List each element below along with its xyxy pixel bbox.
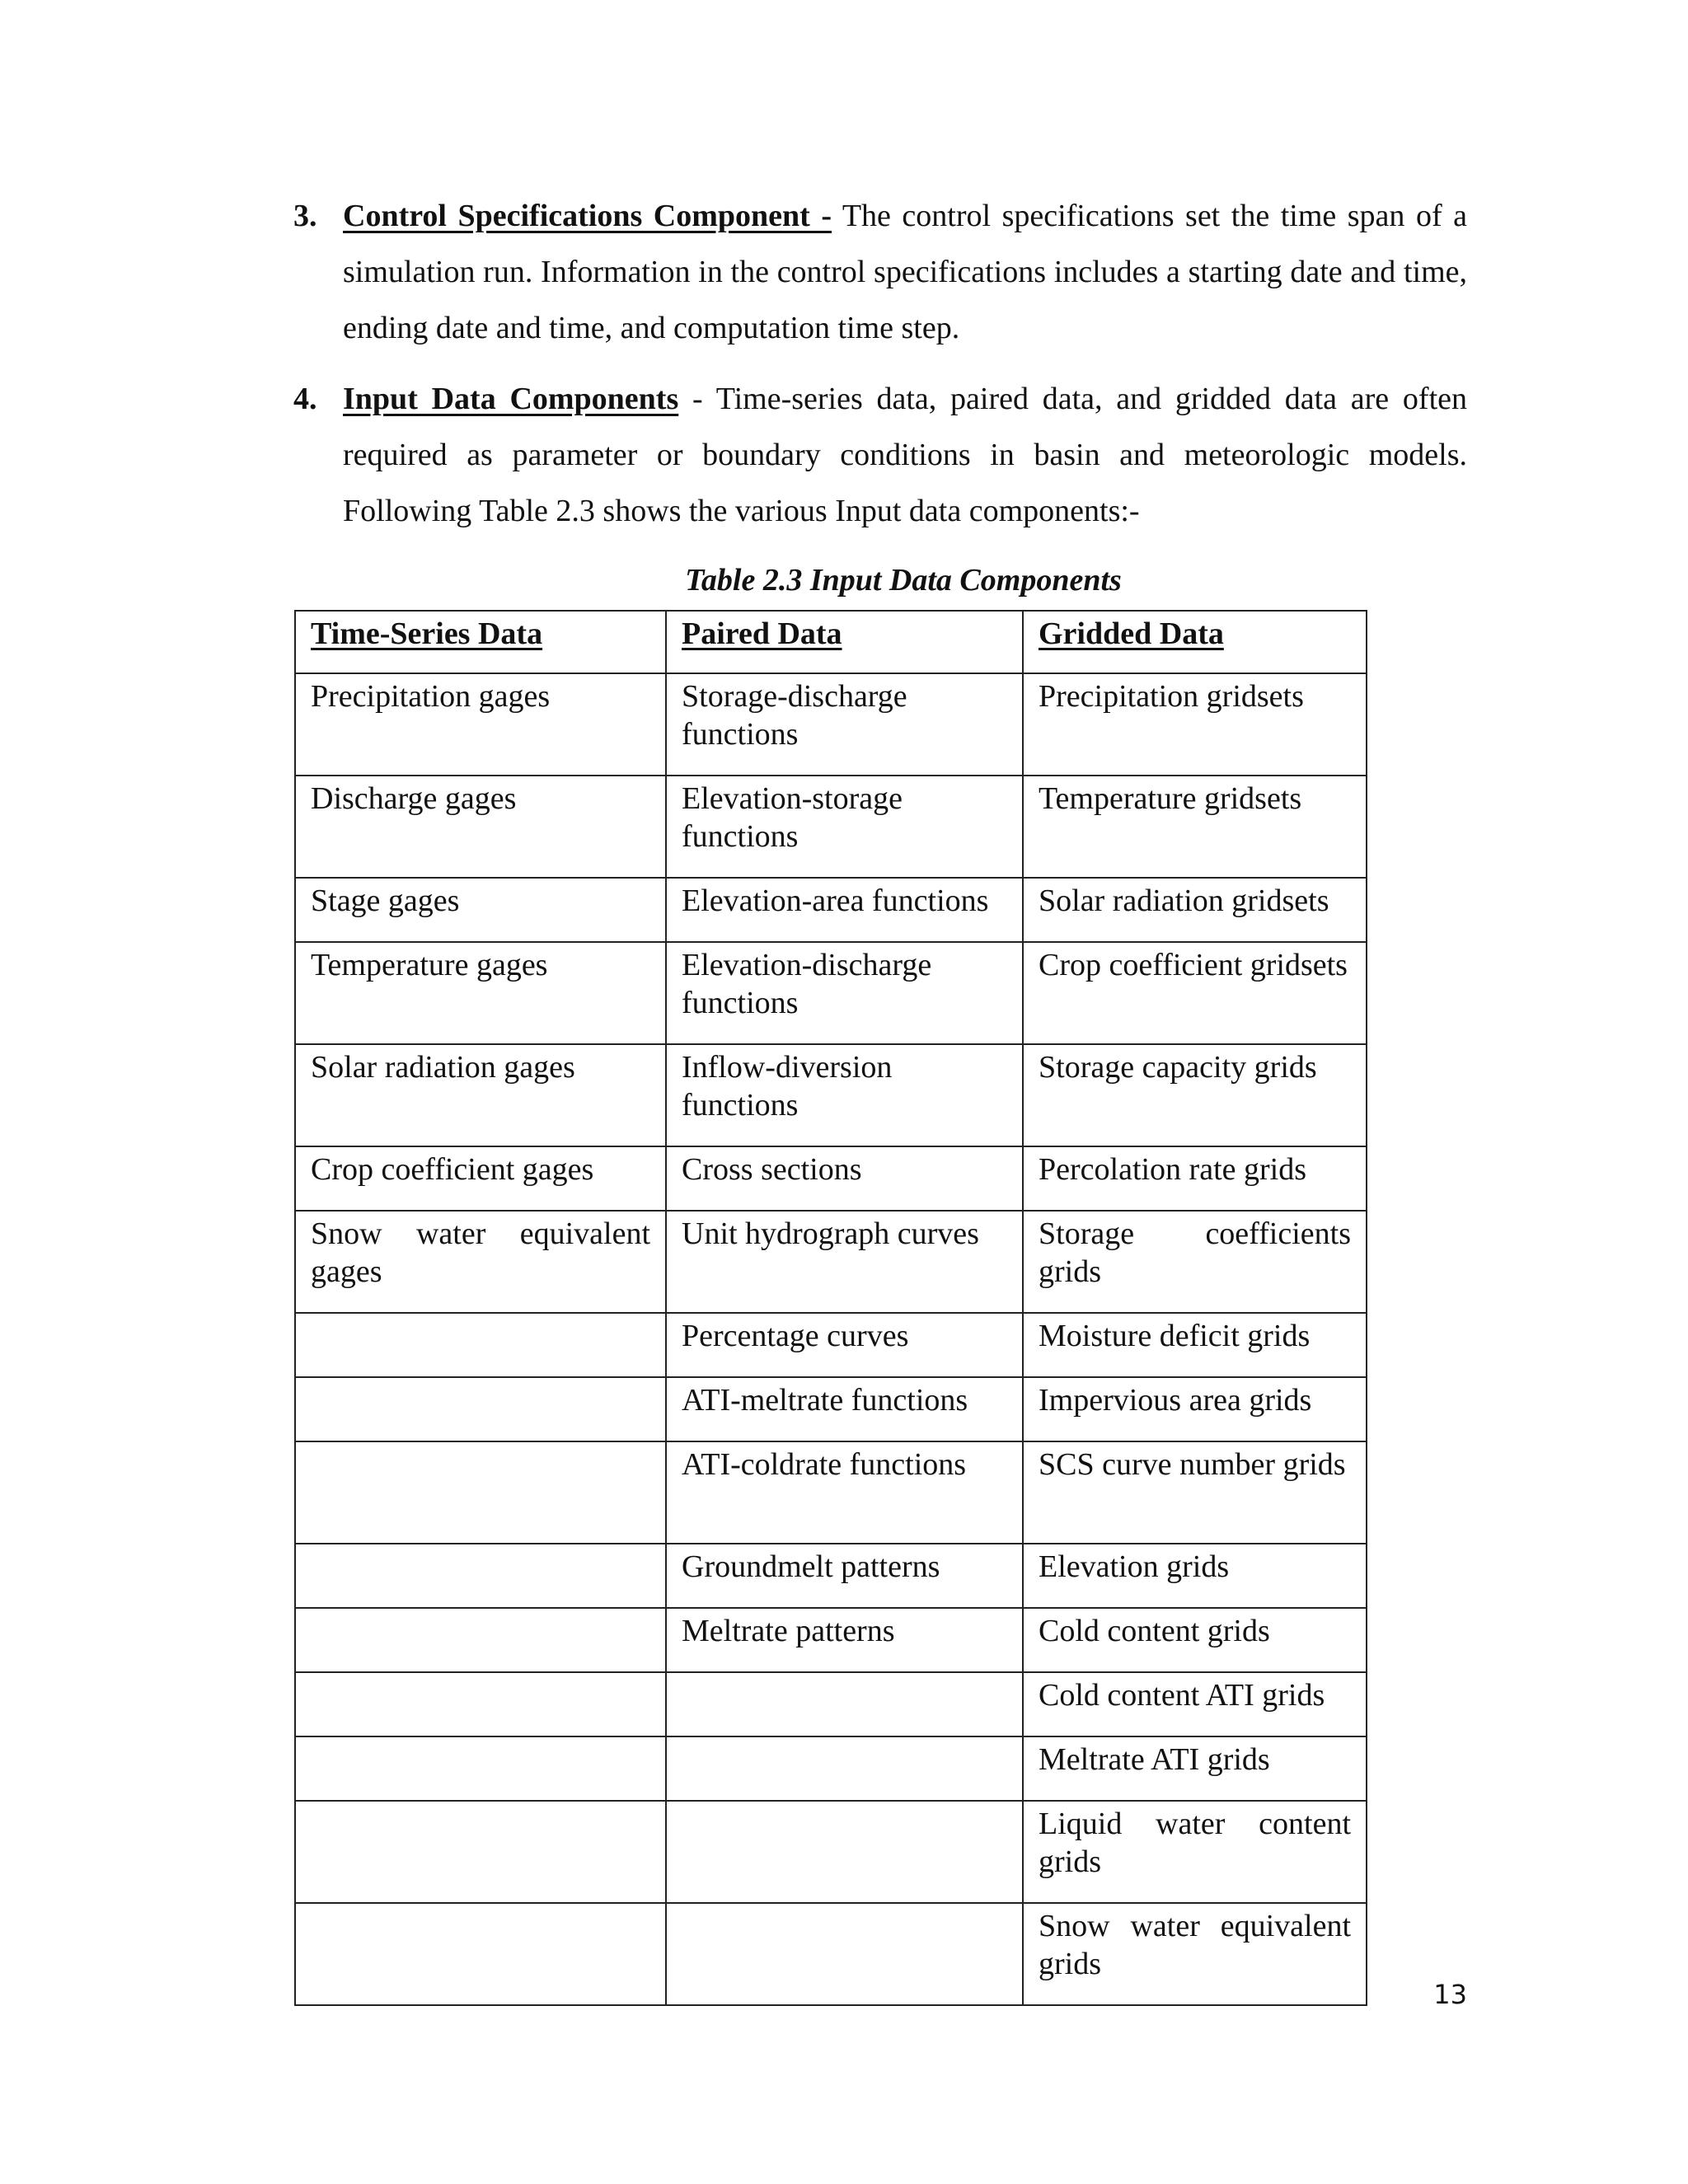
cell-time-series: Discharge gages	[295, 776, 666, 878]
cell-time-series	[295, 1313, 666, 1377]
cell-time-series: Stage gages	[295, 878, 666, 942]
cell-time-series	[295, 1903, 666, 2005]
cell-time-series: Crop coefficient gages	[295, 1146, 666, 1211]
list-item-input-data-components	[293, 371, 1467, 539]
cell-paired	[666, 1801, 1023, 1903]
table-row	[295, 673, 1367, 776]
table-row	[295, 1736, 1367, 1801]
column-header-gridded: Gridded Data	[1023, 611, 1367, 673]
cell-time-series: Temperature gages	[295, 942, 666, 1044]
list-number: 4.	[293, 382, 317, 416]
table-row	[295, 1441, 1367, 1544]
table-row	[295, 1044, 1367, 1146]
cell-gridded: Cold content ATI grids	[1023, 1672, 1367, 1736]
item-heading: Input Data Components	[343, 382, 679, 416]
table-row	[295, 1903, 1367, 2005]
cell-gridded: Solar radiation gridsets	[1023, 878, 1367, 942]
table-row	[295, 1672, 1367, 1736]
table-row	[295, 1544, 1367, 1608]
column-header-paired: Paired Data	[666, 611, 1023, 673]
cell-gridded: Elevation grids	[1023, 1544, 1367, 1608]
input-data-components-table	[294, 610, 1367, 2006]
cell-gridded: SCS curve number grids	[1023, 1441, 1367, 1544]
table-row	[295, 1801, 1367, 1903]
cell-gridded: Moisture deficit grids	[1023, 1313, 1367, 1377]
cell-paired: Percentage curves	[666, 1313, 1023, 1377]
cell-time-series: Snow water equivalent gages	[295, 1211, 666, 1313]
list-item-body	[343, 371, 1467, 539]
cell-paired: Elevation-storage functions	[666, 776, 1023, 878]
column-header-time-series: Time-Series Data	[295, 611, 666, 673]
cell-paired: ATI-meltrate functions	[666, 1377, 1023, 1441]
cell-paired: Elevation-discharge functions	[666, 942, 1023, 1044]
cell-paired: ATI-coldrate functions	[666, 1441, 1023, 1544]
cell-paired: Unit hydrograph curves	[666, 1211, 1023, 1313]
table-row	[295, 1146, 1367, 1211]
list-item-body	[343, 188, 1467, 356]
cell-paired: Cross sections	[666, 1146, 1023, 1211]
cell-time-series	[295, 1801, 666, 1903]
table-header-row	[295, 611, 1367, 673]
table-row	[295, 942, 1367, 1044]
table-caption: Table 2.3 Input Data Components	[685, 563, 1122, 598]
cell-time-series	[295, 1736, 666, 1801]
page-number: 13	[1433, 1979, 1467, 2010]
cell-time-series	[295, 1377, 666, 1441]
table-body	[295, 673, 1367, 2005]
cell-gridded: Crop coefficient gridsets	[1023, 942, 1367, 1044]
cell-paired: Inflow-diversion functions	[666, 1044, 1023, 1146]
list-item-control-specifications	[293, 188, 1467, 356]
table-row	[295, 776, 1367, 878]
cell-gridded: Cold content grids	[1023, 1608, 1367, 1672]
cell-gridded: Percolation rate grids	[1023, 1146, 1367, 1211]
item-text: The control specifications set the time span of a simulation run. Information in the control specifications includes a starting date and time, ending date and time, and computation time step.	[343, 199, 1467, 345]
cell-gridded: Snow water equivalent grids	[1023, 1903, 1367, 2005]
cell-gridded: Precipitation gridsets	[1023, 673, 1367, 776]
table-row	[295, 1313, 1367, 1377]
cell-time-series	[295, 1672, 666, 1736]
cell-gridded: Storage coefficients grids	[1023, 1211, 1367, 1313]
cell-time-series	[295, 1544, 666, 1608]
cell-paired	[666, 1903, 1023, 2005]
cell-gridded: Impervious area grids	[1023, 1377, 1367, 1441]
cell-paired: Storage-discharge functions	[666, 673, 1023, 776]
cell-time-series	[295, 1441, 666, 1544]
cell-paired: Elevation-area functions	[666, 878, 1023, 942]
cell-paired: Groundmelt patterns	[666, 1544, 1023, 1608]
cell-time-series	[295, 1608, 666, 1672]
list-number: 3.	[293, 199, 317, 233]
cell-gridded: Liquid water content grids	[1023, 1801, 1367, 1903]
cell-gridded: Meltrate ATI grids	[1023, 1736, 1367, 1801]
cell-gridded: Temperature gridsets	[1023, 776, 1367, 878]
cell-time-series: Solar radiation gages	[295, 1044, 666, 1146]
item-heading: Control Specifications Component -	[343, 199, 832, 233]
cell-time-series: Precipitation gages	[295, 673, 666, 776]
cell-paired	[666, 1672, 1023, 1736]
cell-gridded: Storage capacity grids	[1023, 1044, 1367, 1146]
cell-paired: Meltrate patterns	[666, 1608, 1023, 1672]
table-row	[295, 1211, 1367, 1313]
cell-paired	[666, 1736, 1023, 1801]
item-text: - Time-series data, paired data, and gridded data are often required as parameter or boundary conditions in basin and meteorologic models. Following Table 2.3 shows the various Input data components:-	[343, 382, 1467, 528]
table-row	[295, 1608, 1367, 1672]
table-row	[295, 1377, 1367, 1441]
table-row	[295, 878, 1367, 942]
